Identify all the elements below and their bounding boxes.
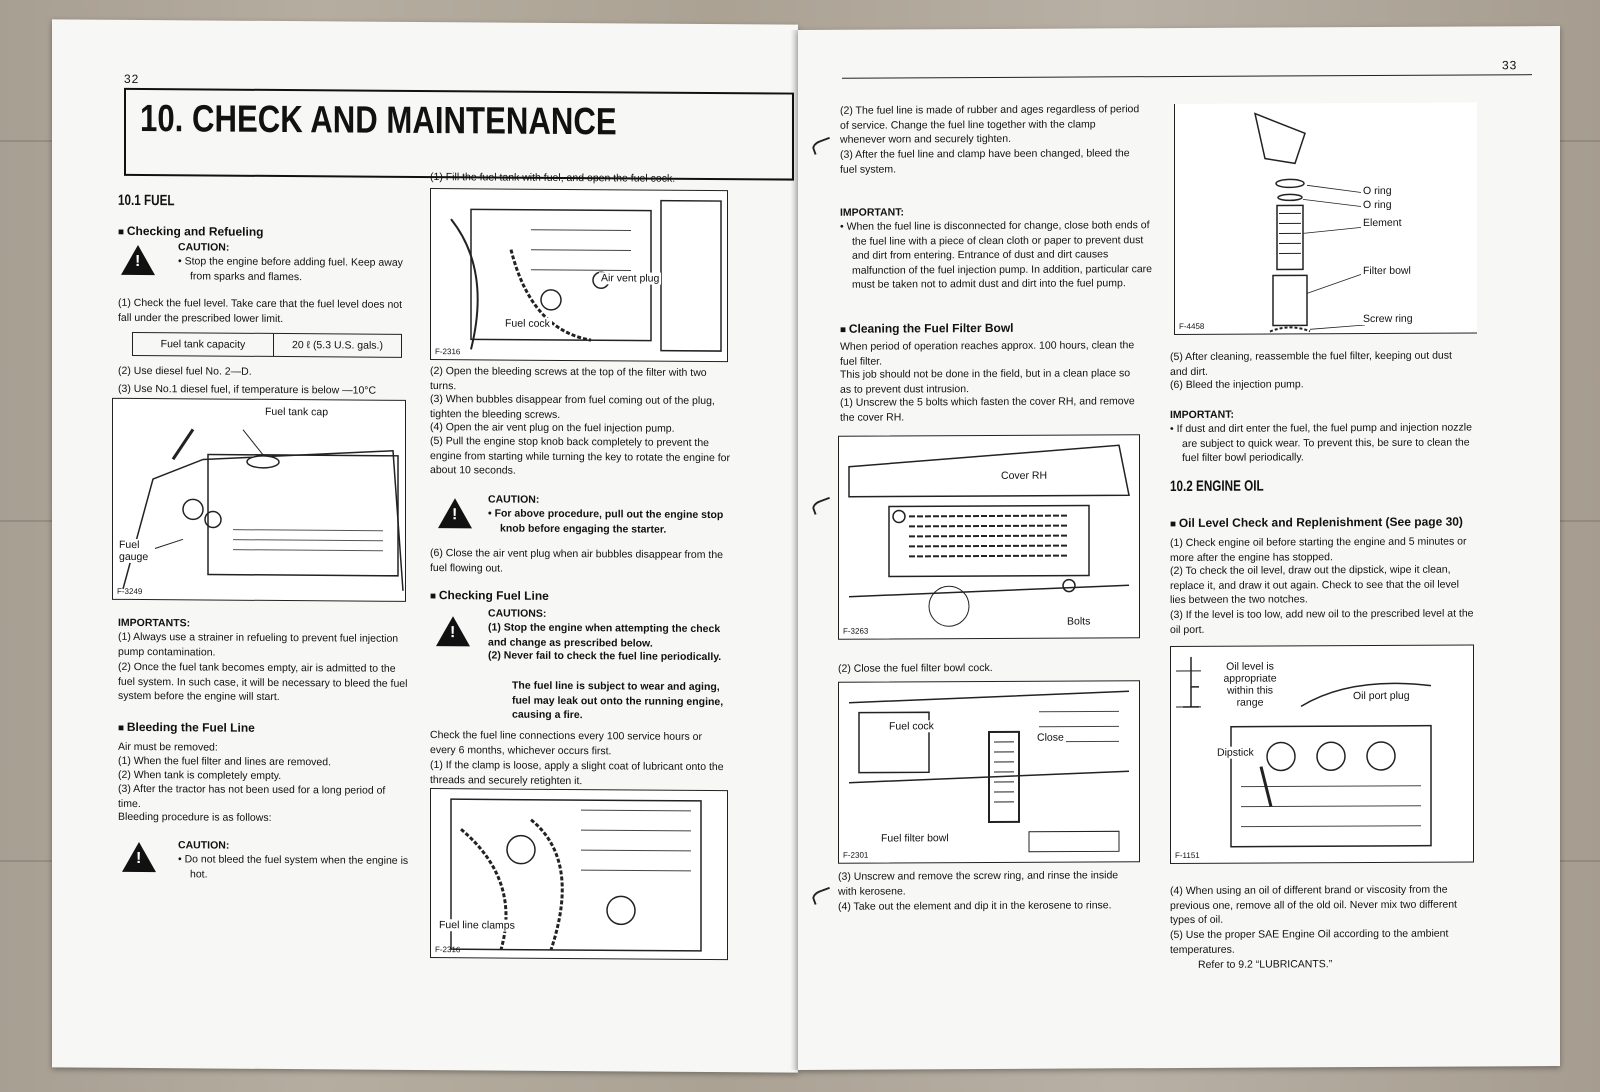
bleeding-item-1: (1) When the fuel filter and lines are removed. — [118, 754, 332, 769]
label-cover-rh: Cover RH — [1001, 469, 1048, 482]
caution-title: CAUTION: — [178, 839, 230, 852]
label-fuel-cock: Fuel cock — [505, 317, 550, 330]
bleeding-heading: ■ Bleeding the Fuel Line — [118, 720, 255, 735]
figure-fuel-filter-bowl — [838, 680, 1140, 864]
step-check-fuel-level: (1) Check the fuel level. Take care that the fuel level does not fall under the prescribed lower limit. — [118, 296, 403, 325]
step-fill-tank: (1) Fill the fuel tank with fuel, and open the fuel cock. — [430, 171, 676, 185]
binding-hole — [811, 497, 834, 515]
figure-id: F-1151 — [1175, 850, 1200, 861]
section-engine-oil-heading: 10.2 ENGINE OIL — [1170, 477, 1264, 496]
figure-fuel-line-clamps — [430, 788, 728, 960]
cautions-item-1: (1) Stop the engine when attempting the check and change as prescribed below. — [488, 621, 721, 650]
figure-id: F-2316 — [435, 945, 461, 955]
step-diesel-fuel: (2) Use diesel fuel No. 2—D. — [118, 364, 252, 378]
label-bolts: Bolts — [1067, 615, 1091, 628]
oil-step-2: (2) To check the oil level, draw out the dipstick, wipe it clean, replace it, and draw it out again. Check to see that the oil level lies between the two notches. — [1170, 563, 1459, 607]
label-oil-port-plug: Oil port plug — [1353, 689, 1410, 703]
figure-id: F-3249 — [117, 586, 143, 597]
importants-item-2: (2) Once the fuel tank becomes empty, air is admitted to the fuel system. In such case, it will be necessary to bleed the fuel system before the engine will start. — [118, 660, 408, 703]
figure-cover-rh — [838, 434, 1140, 640]
capacity-value: 20 ℓ (5.3 U.S. gals.) — [292, 339, 383, 352]
chapter-title-box — [124, 88, 794, 181]
bleeding-item-3: (3) After the tractor has not been used for a long period of time. — [118, 782, 386, 810]
step-bubbles: (3) When bubbles disappear from fuel coming out of the plug, tighten the bleeding screws. — [430, 393, 715, 421]
section-fuel-heading: 10.1 FUEL — [118, 191, 175, 210]
figure-id: F-2301 — [843, 850, 869, 860]
checking-refueling-heading: ■ Checking and Refueling — [118, 224, 264, 239]
important-title: IMPORTANT: — [840, 206, 904, 219]
step-take-out-element: (4) Take out the element and dip it in the kerosene to rinse. — [838, 899, 1112, 913]
importants-title: IMPORTANTS: — [118, 616, 191, 630]
warning-icon — [436, 616, 470, 646]
label-fuel-filter-bowl: Fuel filter bowl — [881, 832, 949, 845]
bleeding-item-2: (2) When tank is completely empty. — [118, 768, 282, 782]
step-reassemble: (5) After cleaning, reassemble the fuel filter, keeping out dust and dirt. — [1170, 349, 1452, 378]
label-o-ring: O ring — [1363, 184, 1392, 198]
oil-step-4: (4) When using an oil of different brand or viscosity from the previous one, remove all of the old oil. Never mix two different types of oil. — [1170, 883, 1457, 927]
label-dipstick: Dipstick — [1217, 746, 1254, 759]
bleeding-procedure: Bleeding procedure is as follows: — [118, 810, 272, 824]
step-bleeding-screws: (2) Open the bleeding screws at the top of the filter with two turns. — [430, 365, 707, 392]
warning-icon — [438, 498, 472, 528]
oil-step-3: (3) If the level is too low, add new oil to the prescribed level at the oil port. — [1170, 607, 1474, 636]
figure-id: F-2316 — [435, 347, 461, 357]
step-air-vent: (4) Open the air vent plug on the fuel injection pump. — [430, 421, 675, 435]
page-number-right: 33 — [1502, 58, 1518, 73]
figure-id: F-3263 — [843, 626, 869, 636]
oil-step-5: (5) Use the proper SAE Engine Oil according to the ambient temperatures. — [1170, 927, 1449, 956]
important-title: IMPORTANT: — [1170, 408, 1234, 422]
chapter-title: 10. CHECK AND MAINTENANCE — [140, 98, 617, 144]
label-air-vent-plug: Air vent plug — [601, 272, 660, 285]
step-fuel-line-rubber: (2) The fuel line is made of rubber and ages regardless of period of service. Change the fuel line together with the clamp whenever worn and securely tighten. — [840, 103, 1140, 146]
check-fuel-line-para: Check the fuel line connections every 100 service hours or every 6 months, whichever occurs first. — [430, 729, 702, 757]
figure-id: F-4458 — [1179, 321, 1205, 331]
step-clamp-loose: (1) If the clamp is loose, apply a slight coat of lubricant onto the threads and securely retighten it. — [430, 759, 724, 787]
binding-hole — [811, 887, 834, 905]
label-oil-level-range: Oil level is appropriate within this range — [1213, 660, 1287, 708]
figure-air-vent — [430, 188, 728, 362]
important-text: • If dust and dirt enter the fuel, the fuel pump and injection nozzle are subject to quick wear. To prevent this, be sure to clean the fuel filter bowl periodically. — [1170, 421, 1472, 464]
label-fuel-cock: Fuel cock — [889, 720, 934, 733]
left-page — [52, 19, 798, 1072]
bowl-para-1: When period of operation reaches approx. 100 hours, clean the fuel filter. — [840, 339, 1135, 368]
label-filter-bowl: Filter bowl — [1363, 264, 1411, 278]
oil-level-heading: ■ Oil Level Check and Replenishment (See page 30) — [1170, 515, 1463, 531]
step-close-bowl-cock: (2) Close the fuel filter bowl cock. — [838, 661, 993, 675]
capacity-label: Fuel tank capacity — [133, 333, 274, 356]
refer-lubricants: Refer to 9.2 “LUBRICANTS.” — [1198, 958, 1333, 971]
important-text: • When the fuel line is disconnected for change, close both ends of the fuel line with a piece of clean cloth or paper to prevent dust and dirt from entering. Entrance of dust and dirt causes malfunction of the fuel injection pump. In addition, particular care must be taken not to admit dust and dirt into the fuel pump. — [840, 219, 1153, 291]
step-stop-knob: (5) Pull the engine stop knob back completely to prevent the engine from starting while turning the key to rotate the engine for about 10 seconds. — [430, 435, 731, 477]
checking-fuel-line-heading: ■ Checking Fuel Line — [430, 588, 549, 603]
warning-icon — [121, 245, 155, 275]
step-bleed-pump: (6) Bleed the injection pump. — [1170, 378, 1304, 392]
label-screw-ring: Screw ring — [1363, 312, 1413, 326]
bowl-para-2: This job should not be done in the field, but in a clean place so as to prevent dust intrusion. — [840, 367, 1131, 396]
figure-filter-parts — [1174, 102, 1477, 335]
caution-text: • Do not bleed the fuel system when the engine is hot. — [178, 853, 409, 880]
cautions-item-3: The fuel line is subject to wear and aging, fuel may leak out onto the running engine, causing a fire. — [512, 679, 724, 722]
label-close: Close — [1037, 731, 1064, 744]
cleaning-bowl-heading: ■ Cleaning the Fuel Filter Bowl — [840, 321, 1014, 336]
right-page — [798, 26, 1560, 1070]
figure-fuel-tank — [112, 398, 406, 602]
step-unscrew-bolts: (1) Unscrew the 5 bolts which fasten the cover RH, and remove the cover RH. — [840, 395, 1135, 424]
step-bleed-fuel-system: (3) After the fuel line and clamp have been changed, bleed the fuel system. — [840, 147, 1130, 176]
warning-icon — [122, 842, 156, 872]
label-fuel-line-clamps: Fuel line clamps — [439, 919, 515, 932]
caution-text: • Stop the engine before adding fuel. Keep away from sparks and flames. — [178, 255, 403, 283]
bleeding-intro: Air must be removed: — [118, 740, 218, 754]
importants-item-1: (1) Always use a strainer in refueling to prevent fuel injection pump contamination. — [118, 630, 399, 659]
label-fuel-tank-cap: Fuel tank cap — [265, 405, 329, 419]
binding-hole — [811, 137, 834, 155]
label-element: Element — [1363, 216, 1402, 230]
cautions-title: CAUTIONS: — [488, 607, 547, 620]
label-o-ring: O ring — [1363, 198, 1392, 212]
caution-title: CAUTION: — [488, 493, 540, 506]
caution-text: • For above procedure, pull out the engine stop knob before engaging the starter. — [488, 507, 724, 536]
caution-title: CAUTION: — [178, 241, 230, 254]
fuel-capacity-table — [132, 332, 402, 358]
cautions-item-2: (2) Never fail to check the fuel line periodically. — [488, 649, 722, 664]
label-fuel-gauge: Fuel gauge — [117, 539, 155, 563]
step-close-air-vent: (6) Close the air vent plug when air bubbles disappear from the fuel flowing out. — [430, 547, 723, 575]
step-no1-diesel: (3) Use No.1 diesel fuel, if temperature is below —10°C — [118, 382, 377, 397]
figure-oil-level — [1170, 644, 1474, 864]
step-unscrew-ring: (3) Unscrew and remove the screw ring, and rinse the inside with kerosene. — [838, 869, 1119, 898]
header-rule — [842, 74, 1532, 79]
oil-step-1: (1) Check engine oil before starting the engine and 5 minutes or more after the engine has stopped. — [1170, 535, 1467, 564]
page-number-left: 32 — [124, 71, 140, 87]
